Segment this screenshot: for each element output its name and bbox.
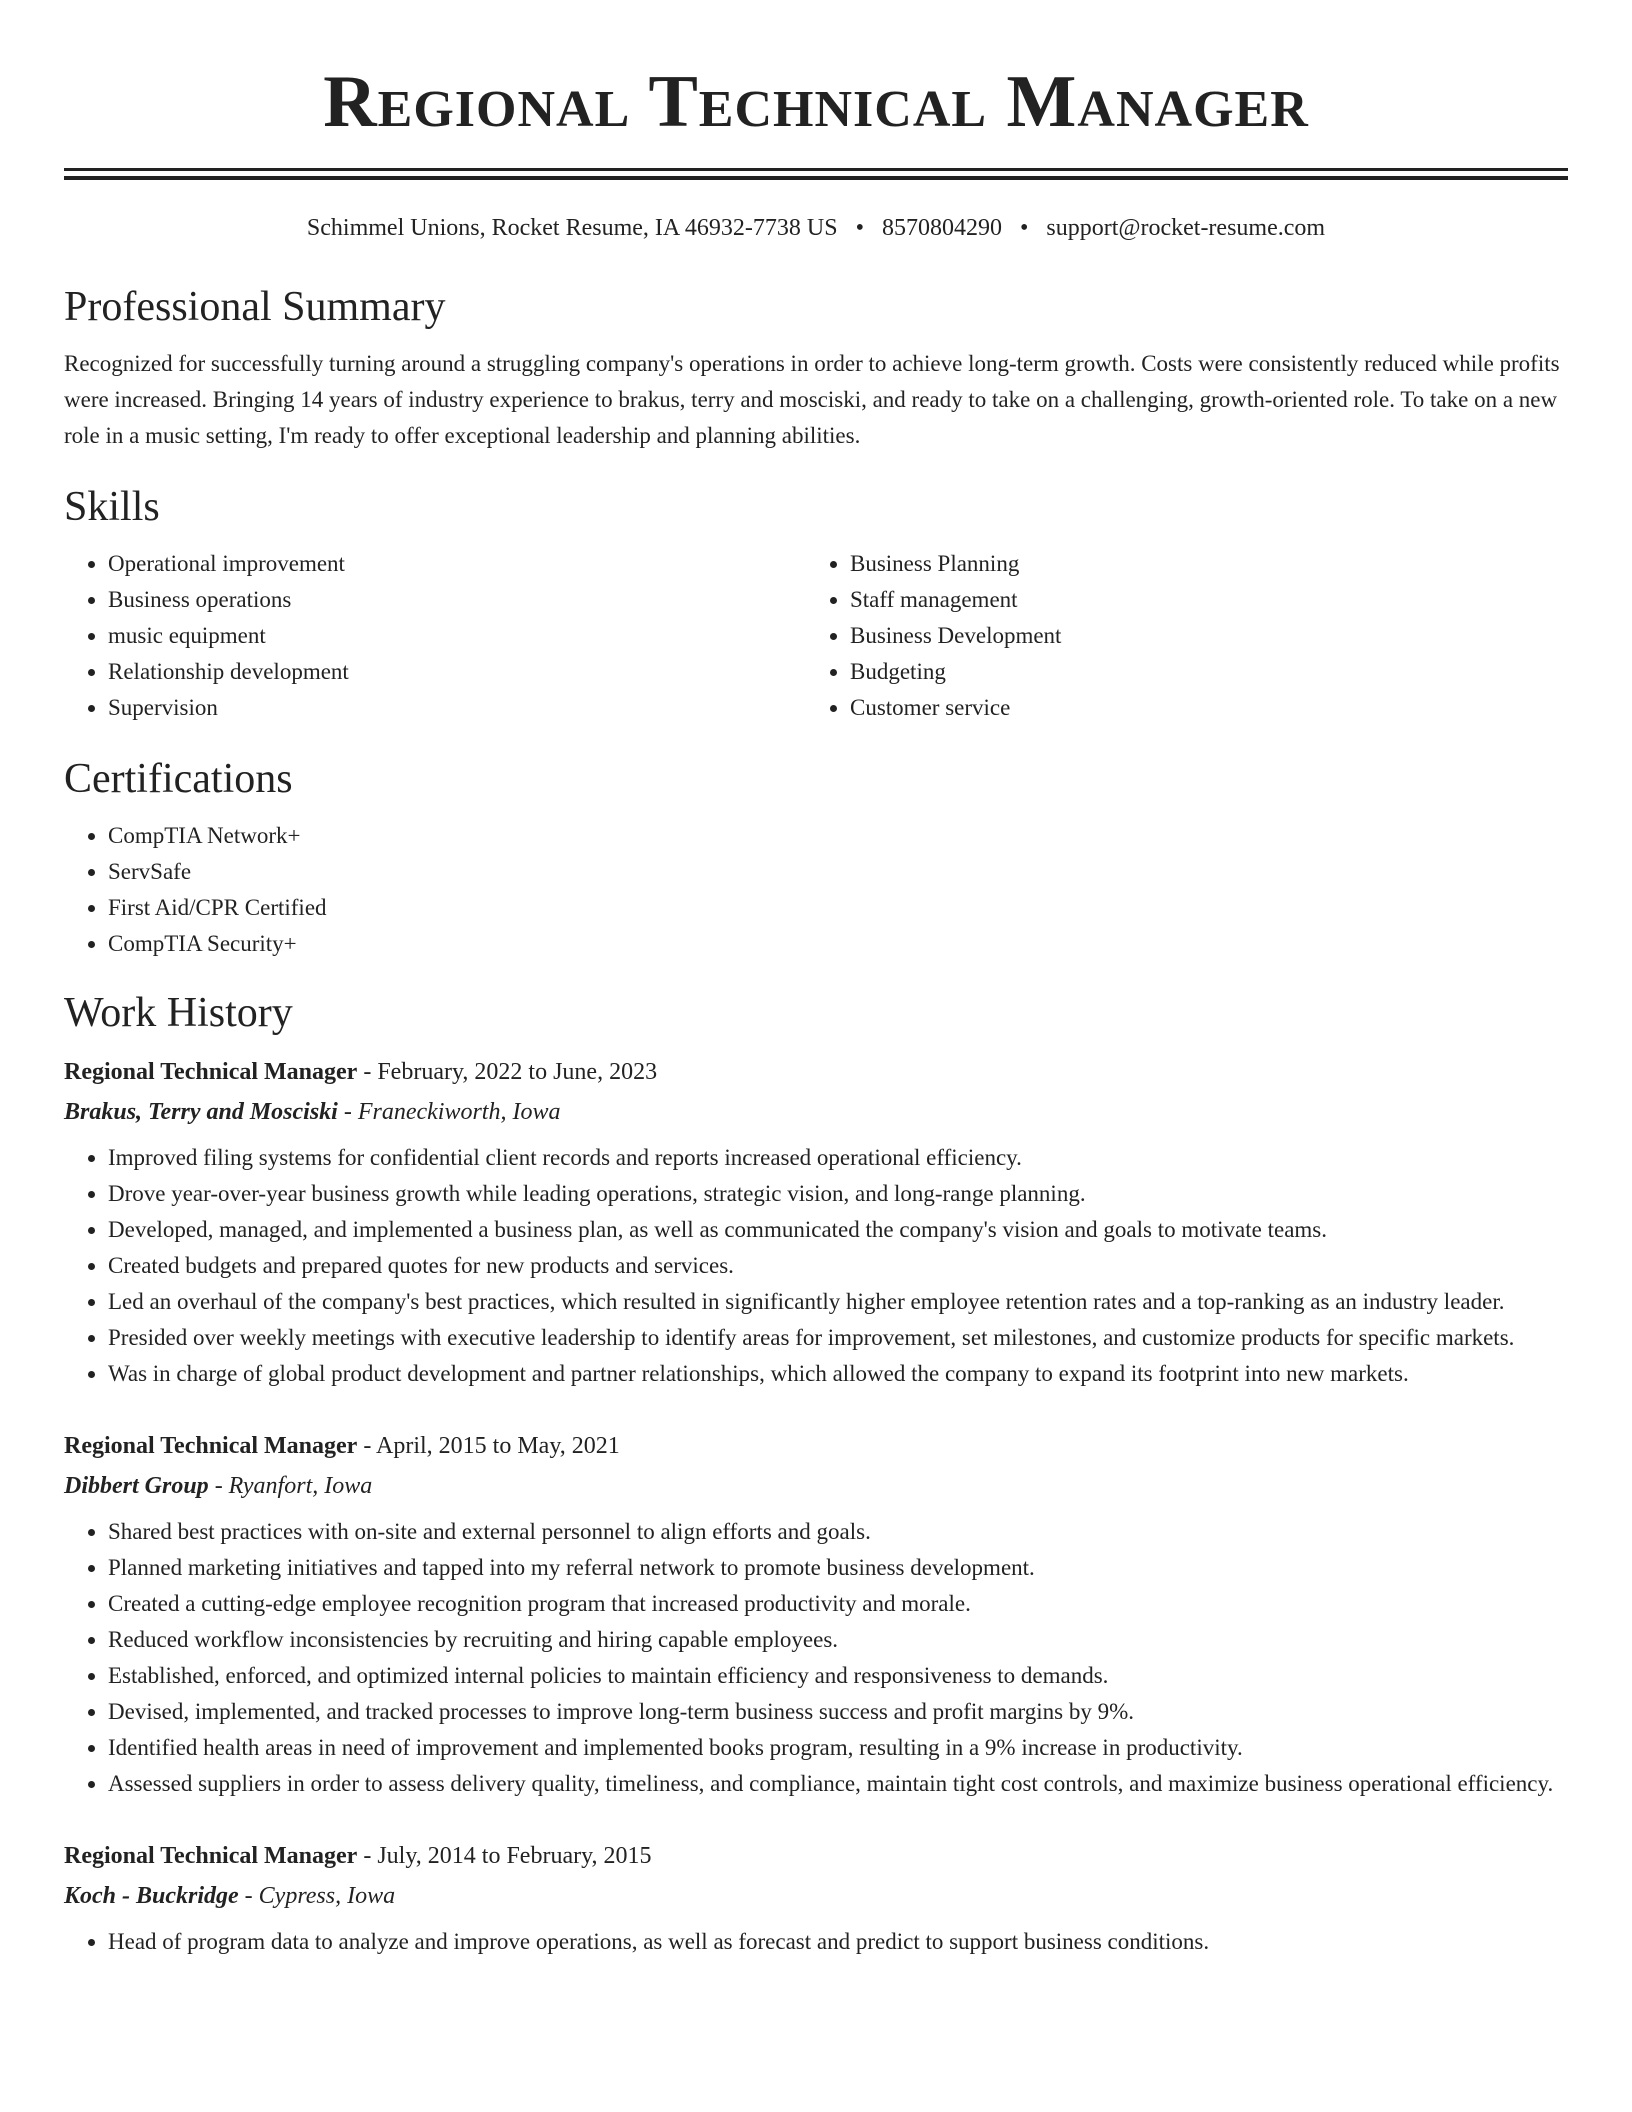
job-title-line [64,1052,1568,1092]
certification-item: • ServSafe [108,854,1568,890]
job-bullet: • Was in charge of global product development and partner relationships, which allowed the company to expand its footprint into new markets. [108,1356,1568,1392]
contact-email: support@rocket-resume.com [1046,215,1326,241]
job-bullet: • Reduced workflow inconsistencies by recruiting and hiring capable employees. [108,1622,1568,1658]
job-dates: - February, 2022 to June, 2023 [357,1059,658,1085]
contact-phone: 8570804290 [881,215,1002,241]
summary-section [64,282,1568,454]
certification-item: • First Aid/CPR Certified [108,890,1568,926]
job-bullets [64,1924,1568,1960]
job-title: Regional Technical Manager [64,1059,358,1085]
skills-grid [64,546,1568,726]
certification-item: • CompTIA Network+ [108,818,1568,854]
skill-item: • Business Planning [850,546,1548,582]
contact-separator: • [1019,215,1029,241]
resume-title: Regional Technical Manager [323,61,1309,143]
skill-item: • music equipment [108,618,806,654]
contact-separator: • [855,215,864,241]
skill-item: • Business Development [850,618,1548,654]
job-company-line [64,1092,1568,1132]
job-bullet: • Established, enforced, and optimized internal policies to maintain efficiency and responsiveness to demands. [108,1658,1568,1694]
skill-item: • Customer service [850,690,1548,726]
job-bullet: • Planned marketing initiatives and tapped into my referral network to promote business development. [108,1550,1568,1586]
job-bullet: • Identified health areas in need of improvement and implemented books program, resulting in a 9% increase in productivity. [108,1730,1568,1766]
job-title-line [64,1426,1568,1466]
skills-column-right [806,546,1548,726]
summary-text: Recognized for successfully turning around a struggling company's operations in order to achieve long-term growth. Costs were consistently reduced while profits were increased. Bringing 14 years of industry experience to brakus, terry and mosciski, and ready to take on a challenging, growth-oriented role. To take on a new role in a music setting, I'm ready to offer exceptional leadership and planning abilities. [64,351,1560,448]
skill-item: • Operational improvement [108,546,806,582]
job-bullets [64,1514,1568,1802]
job-bullets [64,1140,1568,1392]
skill-item: • Staff management [850,582,1548,618]
work-history-heading: Work History [64,990,293,1036]
job-bullet: • Led an overhaul of the company's best practices, which resulted in significantly higher employee retention rates and a top-ranking as an industry leader. [108,1284,1568,1320]
summary-heading: Professional Summary [64,284,446,330]
job-entry [64,1836,1568,1960]
skill-item: • Relationship development [108,654,806,690]
certifications-heading: Certifications [64,756,293,802]
skills-list-left [64,546,806,726]
job-title-line [64,1836,1568,1876]
job-entry [64,1426,1568,1802]
skill-item: • Business operations [108,582,806,618]
contact-line [64,212,1568,244]
contact-address: Schimmel Unions, Rocket Resume, IA 46932-7738 US [306,215,838,241]
job-bullet: • Shared best practices with on-site and external personnel to align efforts and goals. [108,1514,1568,1550]
job-location: - Franeckiworth, Iowa [337,1099,561,1125]
skill-item: • Budgeting [850,654,1548,690]
work-history-section [64,988,1568,1960]
job-company-line [64,1876,1568,1916]
job-bullet: • Created budgets and prepared quotes for new products and services. [108,1248,1568,1284]
job-dates: - April, 2015 to May, 2021 [357,1433,620,1459]
job-location: - Ryanfort, Iowa [208,1473,373,1499]
job-entry [64,1052,1568,1392]
skills-heading: Skills [64,484,160,530]
job-title: Regional Technical Manager [64,1433,358,1459]
resume-page [64,0,1568,1960]
job-company: Dibbert Group [64,1473,209,1499]
job-dates: - July, 2014 to February, 2015 [357,1843,652,1869]
job-company: Koch - Buckridge [64,1883,239,1909]
job-company: Brakus, Terry and Mosciski [64,1099,338,1125]
skills-list-right [806,546,1548,726]
job-location: - Cypress, Iowa [238,1883,396,1909]
title-double-rule [64,168,1568,180]
job-bullet: • Devised, implemented, and tracked processes to improve long-term business success and profit margins by 9%. [108,1694,1568,1730]
job-bullet: • Developed, managed, and implemented a business plan, as well as communicated the company's vision and goals to motivate teams. [108,1212,1568,1248]
job-bullet: • Created a cutting-edge employee recognition program that increased productivity and morale. [108,1586,1568,1622]
job-title: Regional Technical Manager [64,1843,358,1869]
skill-item: • Supervision [108,690,806,726]
certifications-list [64,818,1568,962]
job-company-line [64,1466,1568,1506]
certifications-section [64,754,1568,962]
job-bullet: • Presided over weekly meetings with executive leadership to identify areas for improvement, set milestones, and customize products for specific markets. [108,1320,1568,1356]
skills-column-left [64,546,806,726]
certification-item: • CompTIA Security+ [108,926,1568,962]
job-bullet: • Drove year-over-year business growth while leading operations, strategic vision, and long-range planning. [108,1176,1568,1212]
job-bullet: • Assessed suppliers in order to assess delivery quality, timeliness, and compliance, maintain tight cost controls, and maximize business operational efficiency. [108,1766,1568,1802]
job-bullet: • Improved filing systems for confidential client records and reports increased operational efficiency. [108,1140,1568,1176]
job-bullet: • Head of program data to analyze and improve operations, as well as forecast and predict to support business conditions. [108,1924,1568,1960]
skills-section [64,482,1568,726]
